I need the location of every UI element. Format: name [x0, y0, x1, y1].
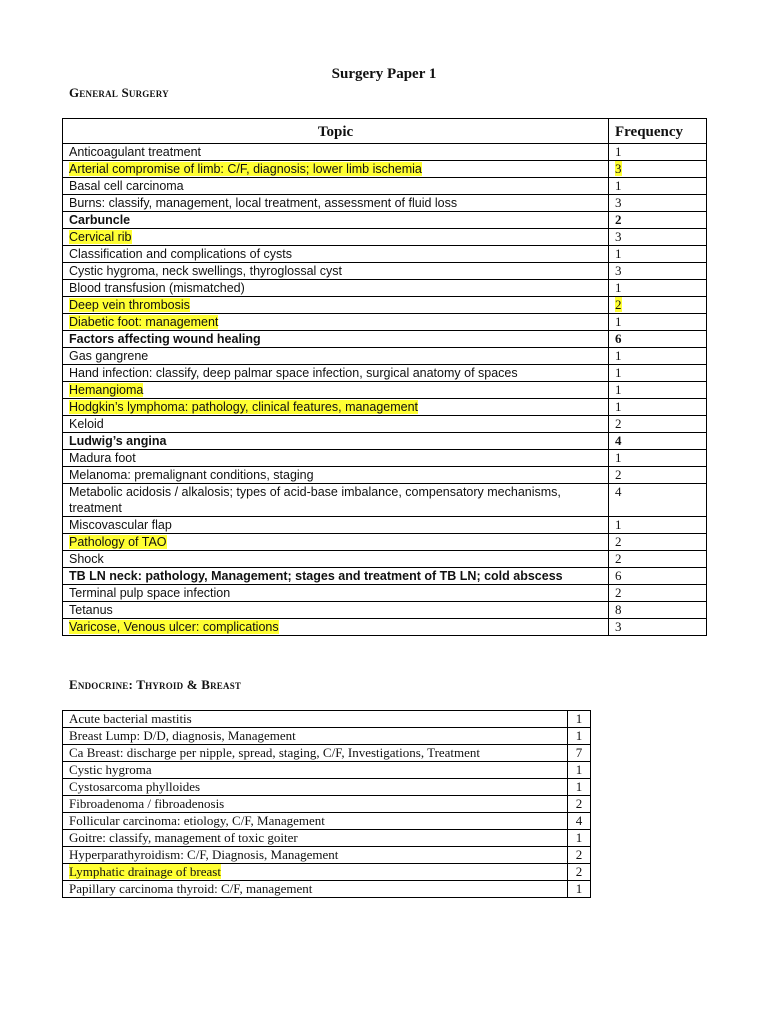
- topic-text: Lymphatic drainage of breast: [69, 864, 221, 879]
- table-row: [63, 144, 707, 161]
- topic-cell: [63, 467, 609, 484]
- table-row: [63, 450, 707, 467]
- section-heading-endocrine: Endocrine: Thyroid & Breast: [69, 677, 242, 692]
- frequency-cell: [609, 297, 707, 314]
- topic-text: Ca Breast: discharge per nipple, spread, staging, C/F, Investigations, Treatment: [69, 745, 481, 760]
- frequency-cell: 6: [609, 568, 707, 585]
- frequency-cell: 4: [609, 433, 707, 450]
- topic-text: Pathology of TAO: [69, 535, 167, 549]
- topic-text: Deep vein thrombosis: [69, 298, 190, 312]
- frequency-cell: 1: [609, 246, 707, 263]
- frequency-cell: 1: [609, 365, 707, 382]
- table-row: [63, 178, 707, 195]
- table-row: [63, 728, 591, 745]
- topic-text: Ludwig’s angina: [69, 434, 167, 448]
- table-row: [63, 382, 707, 399]
- frequency-cell: 4: [568, 813, 591, 830]
- topic-cell: [63, 433, 609, 450]
- table-row: [63, 212, 707, 229]
- topic-text: Fibroadenoma / fibroadenosis: [69, 796, 225, 811]
- table-row: [63, 568, 707, 585]
- table-row: [63, 796, 591, 813]
- topic-cell: [63, 195, 609, 212]
- topic-text: Shock: [69, 552, 104, 566]
- table-row: [63, 484, 707, 517]
- frequency-cell: 8: [609, 602, 707, 619]
- topic-text: Varicose, Venous ulcer: complications: [69, 620, 279, 634]
- table-row: [63, 517, 707, 534]
- table-row: [63, 585, 707, 602]
- frequency-cell: 1: [568, 779, 591, 796]
- frequency-cell: 7: [568, 745, 591, 762]
- topic-text: Cystic hygroma, neck swellings, thyroglossal cyst: [69, 264, 343, 278]
- topic-cell: [63, 728, 568, 745]
- topic-cell: [63, 568, 609, 585]
- table-row: [63, 745, 591, 762]
- frequency-cell: 6: [609, 331, 707, 348]
- topic-text: Classification and complications of cysts: [69, 247, 293, 261]
- frequency-cell: 1: [609, 144, 707, 161]
- table-row: [63, 416, 707, 433]
- topic-cell: [63, 864, 568, 881]
- table-header-row: [63, 119, 707, 144]
- topic-cell: [63, 365, 609, 382]
- topic-cell: [63, 382, 609, 399]
- table-row: [63, 399, 707, 416]
- frequency-text: 2: [615, 297, 622, 312]
- frequency-cell: 1: [568, 881, 591, 898]
- table-row: [63, 813, 591, 830]
- table-row: [63, 229, 707, 246]
- topic-cell: [63, 399, 609, 416]
- topic-cell: [63, 314, 609, 331]
- topic-cell: [63, 229, 609, 246]
- topic-text: Follicular carcinoma: etiology, C/F, Management: [69, 813, 325, 828]
- frequency-cell: 3: [609, 229, 707, 246]
- topic-cell: [63, 416, 609, 433]
- topic-cell: [63, 830, 568, 847]
- topic-text: Burns: classify, management, local treatment, assessment of fluid loss: [69, 196, 458, 210]
- table-row: [63, 246, 707, 263]
- table-row: [63, 297, 707, 314]
- topic-cell: [63, 813, 568, 830]
- table-row: [63, 830, 591, 847]
- topic-text: Metabolic acidosis / alkalosis; types of acid-base imbalance, compensatory mechanisms, treatment: [69, 485, 561, 515]
- topic-cell: [63, 779, 568, 796]
- table-row: [63, 467, 707, 484]
- table-row: [63, 779, 591, 796]
- table-row: [63, 619, 707, 636]
- topic-text: Tetanus: [69, 603, 113, 617]
- topic-cell: [63, 711, 568, 728]
- frequency-cell: 4: [609, 484, 707, 517]
- topic-text: Basal cell carcinoma: [69, 179, 184, 193]
- topic-cell: [63, 534, 609, 551]
- topic-cell: [63, 796, 568, 813]
- topic-text: Arterial compromise of limb: C/F, diagnosis; lower limb ischemia: [69, 162, 422, 176]
- frequency-cell: 1: [568, 830, 591, 847]
- table-row: [63, 881, 591, 898]
- endocrine-table: [62, 710, 591, 898]
- frequency-cell: 2: [609, 534, 707, 551]
- topic-text: Diabetic foot: management: [69, 315, 219, 329]
- column-header-frequency: Frequency: [609, 119, 707, 144]
- frequency-cell: 1: [609, 348, 707, 365]
- table-row: [63, 847, 591, 864]
- frequency-cell: 3: [609, 619, 707, 636]
- table-row: [63, 161, 707, 178]
- table-row: [63, 195, 707, 212]
- topic-text: Melanoma: premalignant conditions, staging: [69, 468, 314, 482]
- topic-cell: [63, 585, 609, 602]
- topic-text: Keloid: [69, 417, 104, 431]
- topic-cell: [63, 144, 609, 161]
- topic-text: Carbuncle: [69, 213, 131, 227]
- frequency-cell: 1: [609, 382, 707, 399]
- table-row: [63, 551, 707, 568]
- frequency-cell: 2: [609, 585, 707, 602]
- frequency-cell: 1: [568, 762, 591, 779]
- topic-cell: [63, 161, 609, 178]
- column-header-topic: Topic: [63, 119, 609, 144]
- table-row: [63, 711, 591, 728]
- table-row: [63, 602, 707, 619]
- frequency-cell: 2: [568, 796, 591, 813]
- topic-text: Hand infection: classify, deep palmar space infection, surgical anatomy of spaces: [69, 366, 518, 380]
- topic-text: Terminal pulp space infection: [69, 586, 231, 600]
- topic-text: Miscovascular flap: [69, 518, 172, 532]
- frequency-cell: 1: [568, 711, 591, 728]
- frequency-cell: 2: [609, 212, 707, 229]
- table-row: [63, 762, 591, 779]
- topic-text: Hodgkin’s lymphoma: pathology, clinical features, management: [69, 400, 419, 414]
- frequency-cell: 2: [568, 864, 591, 881]
- table-row: [63, 348, 707, 365]
- topic-cell: [63, 280, 609, 297]
- table-row: [63, 314, 707, 331]
- frequency-cell: 1: [609, 399, 707, 416]
- table-row: [63, 263, 707, 280]
- topic-cell: [63, 745, 568, 762]
- topic-text: Papillary carcinoma thyroid: C/F, management: [69, 881, 313, 896]
- topic-text: Cystic hygroma: [69, 762, 152, 777]
- frequency-cell: 3: [609, 263, 707, 280]
- topic-text: Gas gangrene: [69, 349, 149, 363]
- table-row: [63, 864, 591, 881]
- table-row: [63, 365, 707, 382]
- frequency-cell: 3: [609, 195, 707, 212]
- frequency-cell: 2: [609, 467, 707, 484]
- frequency-cell: 2: [568, 847, 591, 864]
- topic-text: Hemangioma: [69, 383, 144, 397]
- section-heading-general-surgery: General Surgery: [69, 85, 169, 100]
- topic-cell: [63, 619, 609, 636]
- frequency-cell: 2: [609, 416, 707, 433]
- frequency-cell: [609, 161, 707, 178]
- topic-text: Anticoagulant treatment: [69, 145, 202, 159]
- topic-text: Cystosarcoma phylloides: [69, 779, 201, 794]
- topic-cell: [63, 847, 568, 864]
- topic-text: Breast Lump: D/D, diagnosis, Management: [69, 728, 296, 743]
- topic-text: Cervical rib: [69, 230, 132, 244]
- topic-cell: [63, 331, 609, 348]
- topic-text: Hyperparathyroidism: C/F, Diagnosis, Management: [69, 847, 339, 862]
- frequency-cell: 2: [609, 551, 707, 568]
- frequency-cell: 1: [568, 728, 591, 745]
- topic-cell: [63, 881, 568, 898]
- topic-text: Madura foot: [69, 451, 136, 465]
- topic-cell: [63, 246, 609, 263]
- frequency-cell: 1: [609, 314, 707, 331]
- frequency-text: 3: [615, 161, 622, 176]
- topic-cell: [63, 297, 609, 314]
- frequency-cell: 1: [609, 517, 707, 534]
- topic-text: Acute bacterial mastitis: [69, 711, 192, 726]
- topic-cell: [63, 602, 609, 619]
- topic-cell: [63, 762, 568, 779]
- table-row: [63, 331, 707, 348]
- topic-text: Blood transfusion (mismatched): [69, 281, 245, 295]
- frequency-cell: 1: [609, 280, 707, 297]
- topic-cell: [63, 178, 609, 195]
- frequency-cell: 1: [609, 450, 707, 467]
- topic-cell: [63, 212, 609, 229]
- general-surgery-table: [62, 118, 707, 636]
- table-row: [63, 534, 707, 551]
- table-row: [63, 280, 707, 297]
- topic-cell: [63, 484, 609, 517]
- frequency-cell: 1: [609, 178, 707, 195]
- topic-text: Factors affecting wound healing: [69, 332, 261, 346]
- topic-cell: [63, 263, 609, 280]
- topic-cell: [63, 450, 609, 467]
- page-title: Surgery Paper 1: [331, 66, 437, 82]
- topic-text: Goitre: classify, management of toxic goiter: [69, 830, 298, 845]
- topic-text: TB LN neck: pathology, Management; stages and treatment of TB LN; cold abscess: [69, 569, 563, 583]
- topic-cell: [63, 348, 609, 365]
- topic-cell: [63, 551, 609, 568]
- topic-cell: [63, 517, 609, 534]
- table-row: [63, 433, 707, 450]
